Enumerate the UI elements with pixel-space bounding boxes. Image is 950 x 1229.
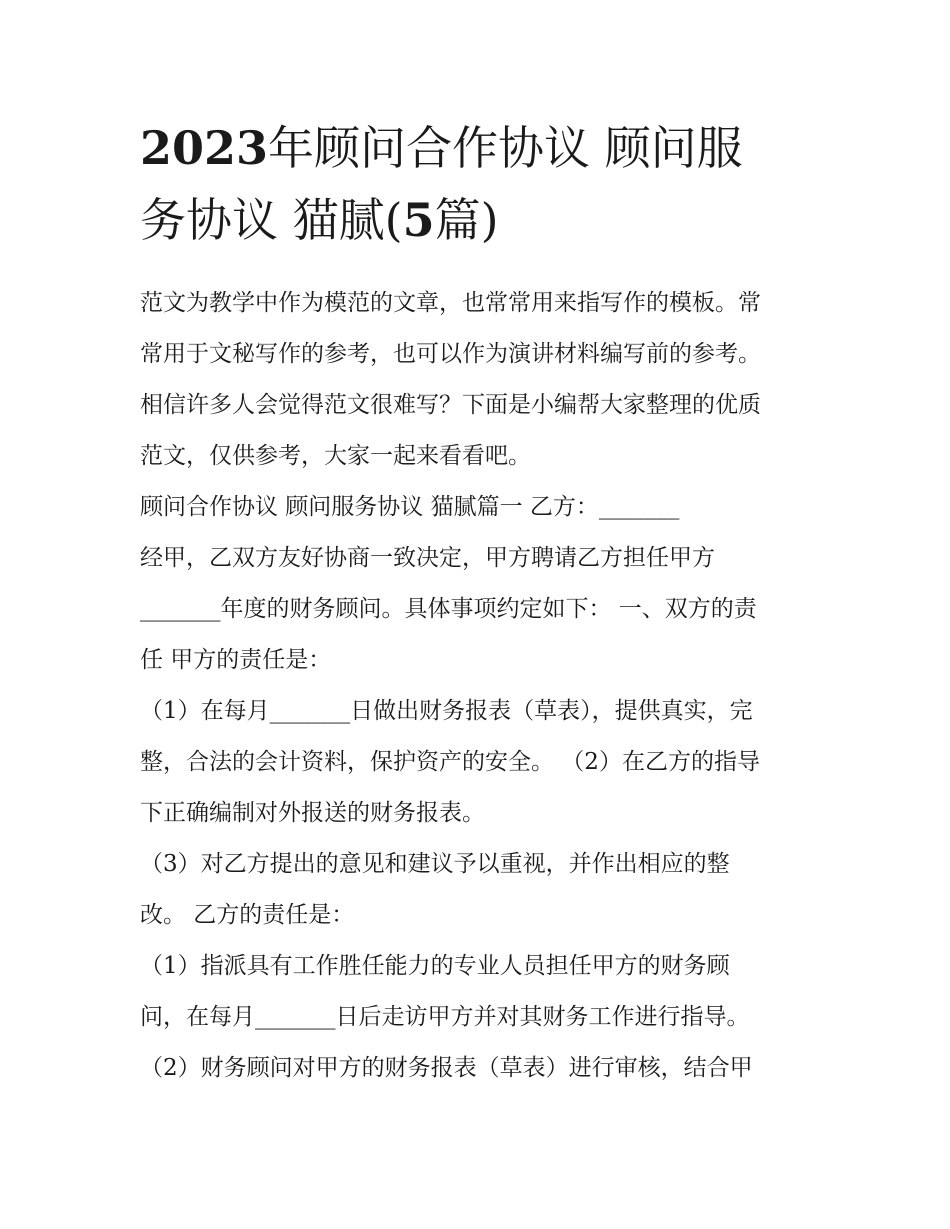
body-line: _______年度的财务顾问。具体事项约定如下： 一、双方的责 — [140, 596, 757, 622]
body-line: 范文，仅供参考，大家一起来看看吧。 — [140, 443, 531, 469]
title-line1: 年顾问合作协议 顾问服 — [268, 121, 743, 175]
body-line: （1）指派具有工作胜任能力的专业人员担任甲方的财务顾 — [140, 953, 730, 979]
body-line: 改。 乙方的责任是： — [140, 902, 355, 928]
body-line: 下正确编制对外报送的财务报表。 — [140, 800, 485, 826]
body-line: 任 甲方的责任是： — [140, 647, 332, 673]
body-line: （2）财务顾问对甲方的财务报表（草表）进行审核，结合甲 — [140, 1055, 753, 1081]
body-line: 经甲，乙双方友好协商一致决定，甲方聘请乙方担任甲方 — [140, 545, 715, 571]
document-body — [140, 278, 820, 1094]
document-title — [140, 112, 820, 256]
title-count: 5 — [402, 193, 435, 247]
body-line: 相信许多人会觉得范文很难写？下面是小编帮大家整理的优质 — [140, 392, 761, 418]
title-year: 2023 — [140, 121, 269, 175]
title-line2-end: 篇) — [434, 193, 499, 247]
document-page — [140, 112, 820, 1094]
body-line: 整，合法的会计资料，保护资产的安全。 （2）在乙方的指导 — [140, 749, 760, 775]
title-line2: 务协议 猫腻( — [140, 193, 403, 247]
body-line: （1）在每月_______日做出财务报表（草表），提供真实，完 — [140, 698, 753, 724]
body-line: 顾问合作协议 顾问服务协议 猫腻篇一 乙方：_______ — [140, 494, 680, 520]
body-line: （3）对乙方提出的意见和建议予以重视，并作出相应的整 — [140, 851, 730, 877]
body-line: 问，在每月_______日后走访甲方并对其财务工作进行指导。 — [140, 1004, 750, 1030]
body-line: 常用于文秘写作的参考，也可以作为演讲材料编写前的参考。 — [140, 341, 761, 367]
body-line: 范文为教学中作为模范的文章，也常常用来指写作的模板。常 — [140, 290, 761, 316]
